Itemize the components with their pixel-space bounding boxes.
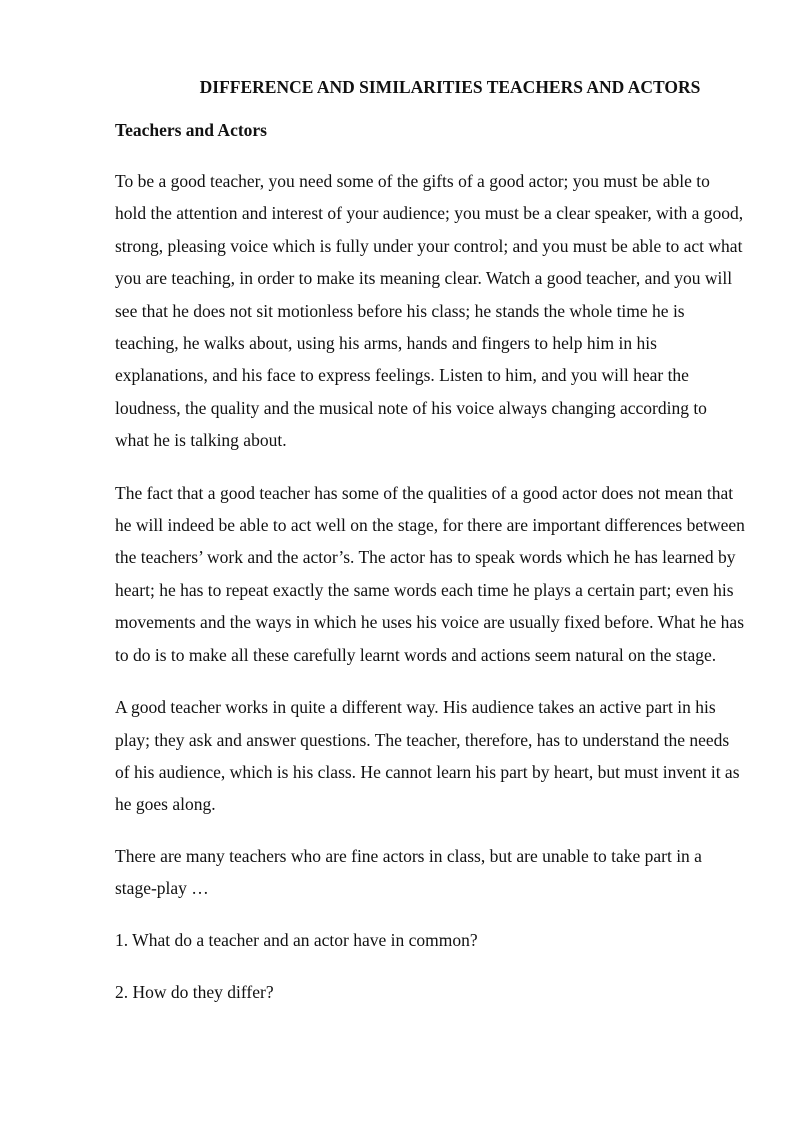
paragraph-1: To be a good teacher, you need some of the gifts of a good actor; you must be able to hold the attention and interest of your audience; you must be a clear speaker, with a good, strong, pleasing voice which is fully under your control; and you must be able to act what you are teaching, in order to make its meaning clear. Watch a good teacher, and you will see that he does not sit motionless before his class; he stands the whole time he is teaching, he walks about, using his arms, hands and fingers to help him in his explanations, and his face to express feelings. Listen to him, and you will hear the loudness, the quality and the musical note of his voice always changing according to what he is talking about. [115, 171, 744, 451]
paragraph-4: There are many teachers who are fine actors in class, but are unable to take part in a stage-play … [115, 845, 702, 899]
paragraph-3: A good teacher works in quite a different way. His audience takes an active part in his play; they ask and answer questions. The teacher, therefore, has to understand the needs of his audience, which is his class. He cannot learn his part by heart, but must invent it as he goes along. [115, 697, 740, 815]
question-1: 1. What do a teacher and an actor have in common? [115, 929, 478, 950]
section-heading: Teachers and Actors [115, 120, 267, 140]
question-2: 2. How do they differ? [115, 981, 274, 1002]
document-page [115, 72, 745, 1008]
paragraph-2: The fact that a good teacher has some of the qualities of a good actor does not mean that he will indeed be able to act well on the stage, for there are important differences between the teachers’ work and the actor’s. The actor has to speak words which he has learned by heart; he has to repeat exactly the same words each time he plays a certain part; even his movements and the ways in which he uses his voice are usually fixed before. What he has to do is to make all these carefully learnt words and actions seem natural on the stage. [115, 482, 745, 665]
document-title: DIFFERENCE AND SIMILARITIES TEACHERS AND ACTORS [199, 77, 701, 97]
